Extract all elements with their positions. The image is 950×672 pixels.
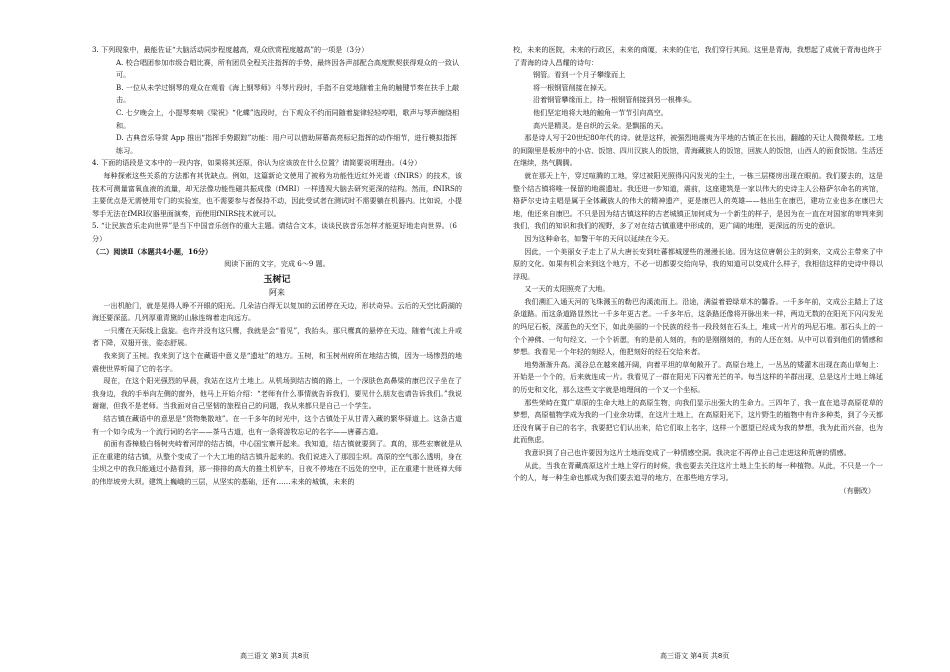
poem-line: 高兴是精灵。是自织的云朵。是飘摇的天。 [533, 120, 668, 130]
story-paragraph: 那些荣峙在寬广草原的生命大地上的高原生物，向我们显示出强大的生命力。三四年了，我一直在追寻高原花草的梦想，高原植物学成为我的一门业余功课，在这片土地上，在高原阳光下，这片野生的植物中有许多种类，到了今天都还没有属于自己的名字，我要把它们认出来，给它们取上名字，这样一个愿望已经成为我的梦想，我为此而兴奋，也为此而焦虑。 [513, 397, 883, 445]
story-paragraph: 那是诗人写于20世纪80年代的诗。就是这样，被强烈地震夷为平地的古镇正在长出，翻越的天让人微微晕眩。工地的间隙里是板房中的小店、饭馆、四川汉族人的饭馆，青海藏族人的饭馆，回族人的饭馆，山西人的面食饭馆。生活还在继续，热气腾腾。 [513, 133, 883, 168]
question-5-stem: 5. “让民族音乐走向世界”是当下中国音乐创作的重大主题。请结合文本，谈谈民族音乐怎样才能更好地走向世界。（6分） [92, 221, 457, 243]
story-paragraph: 一只鹰在天际线上盘旋。也许并没有这只鹰，我就是会“看见”，我抬头，那只鹰真的悬停在天边，随着气流上升或者下降，双翅开张，姿态舒展。 [92, 325, 462, 348]
story-paragraph: 校，未来的医院，未来的行政区，未来的商厦，未来的住宅，我们穿行其间。这里是青海，我想起了成就于青海也终于了青海的诗人昌耀的诗句： [513, 45, 882, 67]
section-2-heading: （二）阅读Ⅱ（本题共4小题，16分） [92, 246, 213, 256]
story-paragraph: 因为这种命名，如警干年的天问以延续在今天。 [524, 233, 674, 243]
story-author: 阿来 [269, 287, 285, 297]
story-paragraph: 前面有香樟般白杨树夹峙着河岸的结古镇，中心国宝寨开起来。我知道，结古镇就要到了。真的，那些宏寨就是从正在重建的结古镇，从整个变成了一个大工地的结古镇升起来的。我们说进入了那园尘坝。高原的空气那么透明，身在尘坝之中的我只能通过小路看到，那一排排的高大的推土机铲车，日夜不停地在不远处的空中，正在重建十世班禅大师的伟岸坡旁大坝。建筑上巍峨的三层，从坚实的基础，还有……未来的城镇，未来的 [92, 439, 462, 486]
story-paragraph: 就在那天上午，穿过喧腾的工地，穿过被阳光照得闪闪发光的尘土，一栋三层楼房出现在眼前。我们要去的，这是整个结古镇将唯一保留的地震遗址。我还进一步知道，震前，这座建筑是一家以伟大的史诗主人公格萨尔命名的宾馆，格萨尔史诗主唱是属于全体藏族人的伟大的精神遗产，更是康巴人的英雄——他出生在康巴，建功立业也多在康巴大地，他还来自康巴。不只是因为结古镇这样的古老城镇正加何成为一个新生的样子，是因为在一直在对国家的审判来到我们，我们的知识和我们的视野，多了对在结古镇重建中形成的，更广阔的地理，更深远的历史的意识。 [513, 170, 883, 231]
story-paragraph: 一出机舱门，就是晃得人睁不开眼的阳光。几朵洁白得无以复加的云团停在天边，形状奇异。云后的天空比蔚湖的海还要深蓝。几列厚重青黛的山脉连绵着走向远方。 [92, 300, 462, 323]
question-3-stem: 3. 下列现象中，最能佐证“大脑活动同步程度越高，观众欣赏程度越高”的一项是（3分） [92, 45, 369, 54]
question-3-option-b: B. 一位从未学过钢琴的观众在观看《海上钢琴师》斗琴片段时，手指不自觉地随着主角的触键节奏在扶手上敲击。 [116, 82, 460, 105]
story-title: 玉树记 [263, 274, 291, 285]
question-4-paragraph: 每种探索这些关系的方法都有其优缺点。例如，这篇新论文使用了被称为功能性近红外光谱（fNIRS）的技术，该技术可测量富氧血液的流量，却无法像功能性磁共振成像（fMRI）一样透视大脑去研究更深的结构。然而，fNIRS的主要优点是无需使用专门的实验室，也不需要参与者保持不动，因此受试者在测试时不需要躺在机器内。比如说，小提琴手无法在fMRI仪器里面演奏，而使用fNIRS技术就可以。 [92, 170, 462, 218]
story-paragraph: 因此，一个美丽女子走上了从大唐长安到吐蕃都城逻些的漫漫长途。因为这位唐朝公主的到来，文成公主带来了中原的文化。如果有机会来到这个地方，不必一切都要交给向导，我的知道可以变成什么样子，我相信这样的史诗中得以浮现。 [513, 246, 883, 281]
story-paragraph: 我来到了玉树。我来到了这个在藏语中意义是“遗址”的地方。玉树，和玉树州府所在地结古镇，因为一场惨烈的地震使世界听闻了它的名字。 [92, 351, 462, 373]
story-paragraph: 从此，当我在青藏高原这片土地上穿行的时候，我也要去关注这片土地上生长的每一种植物。从此，不只是一个一个的人，每一种生命也都成为我们要去追寻的地方，在那些地方学习。 [513, 460, 883, 483]
story-paragraph: 现在，在这个阳光强烈的早晨，我站在这片土地上。从机场到结古镇的路上，一个深肤色高鼻梁的康巴汉子坐在了我身边，我的手举向左侧的窗外，他马上开始介绍：“老师有什么事情就告诉我们，要见什么朋友也请告诉我们。”我说谢谢，但我不是老师。当我面对自己坚韧的旅程自己的问题，我从来都只是自己一个学生。 [92, 376, 462, 411]
right-page [513, 44, 883, 644]
question-3-option-d: D. 古典音乐导赏 App 推出“指挥手势跟踪”功能：用户可以借助屏幕高亮标记指挥的动作细节，进行模拟指挥练习。 [116, 133, 457, 155]
story-paragraph: 结古镇在藏语中的意思是“货物集散地”。在一千多年的时光中，这个古镇处于从甘青入藏的繁华驿道上。这条古道有一个如今成为一个流行词的名字——茶马古道，也有一条将游牧忘记的名字——唐蕃古道。 [92, 414, 462, 436]
page-footer-left: 高三语文 第3页 共8页 [240, 652, 310, 660]
story-paragraph: 我意识到了自己也许要因为这片土地而变成了一种情感空洞。我决定不再停止自己走进这种荒唐的情感。 [524, 448, 851, 457]
question-3-option-a: A. 校合唱团参加市级合唱比赛，所有团员全程关注指挥的手势，最终因各声部配合高度默契获得观众的一致认可。 [116, 57, 460, 80]
poem-line: 钢管。看到一个月子攀缘而上 [533, 70, 626, 80]
adaptation-note: （有删改） [839, 485, 875, 495]
poem-line: 沿着钢管攀缘而上，持一根钢管削接到另一根榫头。 [533, 95, 697, 105]
page-footer-right: 高三语文 第4页 共8页 [660, 652, 730, 660]
story-paragraph: 我们溯汇入通天河的飞珠溅玉的勒巴沟溪流而上。沿途，满溢着碧绿草木的馨香。一千多年前，文成公主踏上了这条道路。而这条道路显然比一千多年更古老。一千多年后，这条路还像将开脉出来一样，两边无数的在阳光下闪闪发光的玛尼石板，深蓝色的天空下，如此美丽的一个民族的经书一段段刻在石头上，堆成一片片的玛尼石堆。那石头上的一个个神佛、一句句经文、一个个祈愿，有的是前人刻的，有的是刚刚刻的，有的人还在刻。从中可以看到他们的情感和梦想。我看见一个年轻的刻经人，他把刻好的经石交给来者。 [513, 296, 883, 357]
story-paragraph: 又一天的太阳照亮了大地。 [524, 284, 610, 294]
left-page [92, 44, 462, 644]
poem-line: 将一根钢管削接在掉天。 [533, 82, 612, 92]
section-2-instruction: 阅读下面的文字，完成 6～9 题。 [224, 259, 330, 269]
poem-line: 他们坚定地将大地的触角一节节引向高空。 [533, 107, 668, 117]
question-3-option-c: C. 七夕晚会上，小提琴奏响《梁祝》“化蝶”选段时，台下观众不约而同随着旋律轻轻哼唱，歌声与琴声缠绕相和。 [116, 107, 460, 130]
question-4-stem: 4. 下面的语段是文本中的一段内容，如果将其还原，你认为应该放在什么位置？请简要说明理由。（4分） [92, 158, 422, 168]
story-paragraph: 地势渐渐升高。溪谷总在越来越开阔，向着平坦的草甸敞开了。高原台地上，一丛丛的矮灌木出现在高山草甸上：开始是一个个的，后来就连成一片。我看见了一群在阳光下闪着光芒的羊。每当这样的羊群出现，总是这片土地上绵延的历史和文化，那么这些文字就是地理间的一个又一个坐标。 [513, 359, 883, 395]
